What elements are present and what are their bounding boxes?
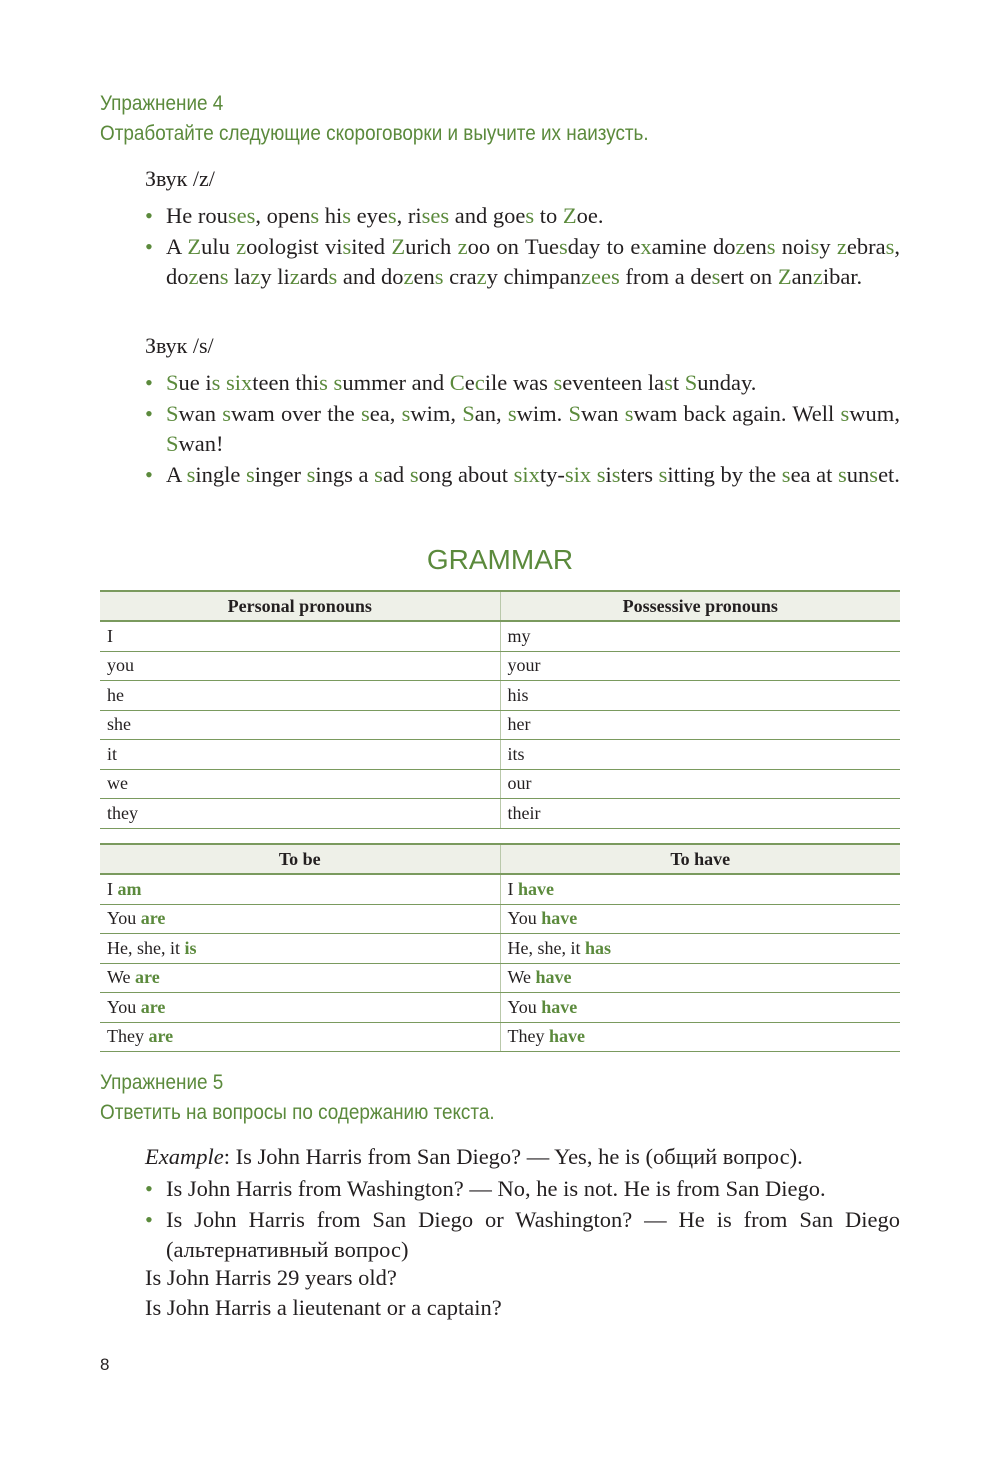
highlighted-sound: s [658,461,668,487]
highlighted-sound: s [525,203,535,228]
highlighted-sound: z [476,264,487,289]
highlighted-sound: s [246,461,255,487]
table-row [100,993,900,1023]
table-cell: we [100,769,500,799]
highlighted-sound: C [449,370,465,395]
question: Is John Harris 29 years old? [145,1265,397,1290]
highlighted-sound: s [596,461,606,487]
highlighted-sound: s [559,233,568,259]
text: ea, [369,400,402,426]
text: He rou [166,203,228,228]
table-row [100,934,900,964]
text: eye [351,203,388,228]
table-row [100,769,900,799]
highlighted-sound: s [333,370,343,395]
verb-form: has [584,937,611,958]
highlighted-sound: s [664,370,673,395]
text: , ri [396,203,422,228]
text: y [819,233,837,259]
highlighted-sound: s [306,461,316,487]
highlighted-sound: Z [391,233,406,259]
verb-form: have [535,967,572,988]
question: Is John Harris a lieutenant or a captain? [145,1295,502,1320]
table-row [100,710,900,740]
table-cell: You have [500,904,900,934]
highlighted-sound: six [564,461,592,487]
verb-form: have [541,996,578,1017]
table-cell: your [500,651,900,681]
highlighted-sound: S [166,431,179,456]
table-row [100,621,900,651]
text: oo on Tue [467,233,560,259]
list-item: • Is John Harris from San Diego or Washington? — He is from San Diego (альтернативный вопрос) [145,1205,900,1266]
highlighted-sound: s [374,461,383,487]
text: eventeen la [562,370,665,395]
example-text: : Is John Harris from San Diego? — Yes, he is (общий вопрос). [223,1144,803,1169]
exercise4-title: Упражнение 4 [100,92,224,115]
highlighted-sound: s [838,461,847,487]
text: cra [443,264,477,289]
highlighted-sound: s [387,203,397,228]
highlighted-sound: s [319,370,328,395]
column-header: Personal pronouns [100,591,500,621]
highlighted-sound: s [810,233,820,259]
text: un [846,461,870,487]
table-row [100,904,900,934]
verb-form: is [184,937,197,958]
text: en [745,233,767,259]
text: e [464,370,475,395]
column-header: To have [500,844,900,874]
highlighted-sound: s [766,233,776,259]
column-header: Possessive pronouns [500,591,900,621]
text: and goe [449,203,526,228]
table-cell: They have [500,1022,900,1052]
highlighted-sound: s [219,264,229,289]
highlighted-sound: s [611,461,621,487]
highlighted-sound: s [222,400,232,426]
highlighted-sound: Z [562,203,577,228]
text: ile was [484,370,554,395]
text: i [605,461,612,487]
text: and do [337,264,404,289]
text: oologist vi [246,233,343,259]
text: urich [405,233,458,259]
highlighted-sound: S [568,400,581,426]
text: y li [260,264,290,289]
text: wum, [849,400,900,426]
highlighted-sound: Z [777,264,792,289]
text: hi [319,203,343,228]
text: t [672,370,685,395]
text: wan! [178,431,224,456]
page-number: 8 [100,1355,110,1374]
text: from a de [619,264,712,289]
text: inger [254,461,307,487]
sound-s-label: Звук /s/ [145,333,214,358]
text: ings a [315,461,375,487]
text: day to e [567,233,641,259]
text: oe. [576,203,604,228]
table-cell: his [500,681,900,711]
table-cell: its [500,740,900,770]
table-row [100,963,900,993]
highlighted-sound: s [401,400,411,426]
verb-form: am [117,878,142,899]
highlighted-sound: s [360,400,370,426]
table-cell: he [100,681,500,711]
example-line [145,1144,803,1170]
highlighted-sound: s [885,233,895,259]
highlighted-sound: s [328,264,338,289]
highlighted-sound: z [457,233,468,259]
verb-form: have [541,908,578,929]
highlighted-sound: s [624,400,634,426]
verb-form: are [148,1026,174,1047]
exercise4-instruction: Отработайте следующие скороговорки и выучите их наизусть. [100,122,649,145]
highlighted-sound: ses [421,203,450,228]
text: y chimpan [486,264,581,289]
text: wan [178,400,223,426]
table-cell: You are [100,993,500,1023]
highlighted-sound: s [342,233,352,259]
column-header: To be [100,844,500,874]
text: ea at [790,461,839,487]
verb-form: are [140,996,166,1017]
list-item [145,399,900,460]
highlighted-sound: z [403,264,414,289]
verb-form: have [548,1026,585,1047]
pronouns-table [100,590,900,829]
highlighted-sound: s [781,461,791,487]
text: ert on [720,264,778,289]
table-cell: I [100,621,500,651]
highlighted-sound: S [462,400,475,426]
highlighted-sound: zees [581,264,620,289]
table-cell: I have [500,874,900,904]
table-cell: my [500,621,900,651]
text: wam over the [231,400,361,426]
exercise5-title: Упражнение 5 [100,1071,224,1094]
list-item [145,201,900,232]
table-cell: they [100,799,500,829]
text: unday. [697,370,757,395]
highlighted-sound: Z [187,233,202,259]
highlighted-sound: S [166,400,179,426]
highlighted-sound: s [186,461,196,487]
exercise5-items [145,1174,900,1266]
highlighted-sound: z [188,264,199,289]
table-row [100,874,900,904]
z-twisters [145,201,900,293]
text: itting by the [667,461,782,487]
text: A [166,233,188,259]
s-twisters [145,368,900,490]
table-cell: it [100,740,500,770]
highlighted-sound: c [474,370,485,395]
text: ty- [539,461,565,487]
grammar-title: GRAMMAR [426,544,574,575]
highlighted-sound: s [711,264,721,289]
highlighted-sound: z [836,233,847,259]
table-row [100,651,900,681]
highlighted-sound: six [226,370,253,395]
text: wam back again. Well [633,400,841,426]
highlighted-sound: s [434,264,444,289]
table-cell: she [100,710,500,740]
table-row [100,1022,900,1052]
table-cell: You are [100,904,500,934]
text: an [791,264,813,289]
text: ulu [201,233,237,259]
table-cell: He, she, it has [500,934,900,964]
text: amine do [651,233,736,259]
highlighted-sound: z [735,233,746,259]
text: wan [580,400,625,426]
text: ters [620,461,659,487]
text: A [166,461,187,487]
text: en [413,264,435,289]
table-cell: We have [500,963,900,993]
text: , open [255,203,311,228]
highlighted-sound: x [640,233,652,259]
table-cell: They are [100,1022,500,1052]
highlighted-sound: s [553,370,563,395]
table-row [100,740,900,770]
text: ibar. [822,264,863,289]
verbs-table [100,843,900,1052]
text: ue i [178,370,212,395]
table-cell: We are [100,963,500,993]
list-item [145,232,900,293]
list-item [145,368,900,399]
text: ong about [418,461,514,487]
exercise5-instruction: Ответить на вопросы по содержанию текста. [100,1101,495,1124]
text: ited [351,233,392,259]
highlighted-sound: s [840,400,850,426]
verb-form: are [135,967,160,988]
highlighted-sound: s [310,203,320,228]
table-cell: her [500,710,900,740]
text: an, [474,400,508,426]
highlighted-sound: ses [227,203,256,228]
verb-form: have [518,878,554,899]
verb-form: are [140,908,166,929]
text: ad [382,461,410,487]
table-row [100,681,900,711]
table-cell: their [500,799,900,829]
text: ummer and [342,370,450,395]
example-label: Example [145,1144,224,1169]
highlighted-sound: S [166,370,179,395]
table-cell: our [500,769,900,799]
sound-z-label: Звук /z/ [145,166,215,191]
text: ard [299,264,329,289]
text: noi [775,233,811,259]
table-cell: He, she, it is [100,934,500,964]
text: la [228,264,251,289]
table-row [100,799,900,829]
text: en [198,264,220,289]
text: teen thi [252,370,320,395]
text: et. [878,461,900,487]
highlighted-sound: S [684,370,698,395]
highlighted-sound: z [812,264,823,289]
highlighted-sound: six [513,461,540,487]
list-item: • Is John Harris from Washington? — No, he is not. He is from San Diego. [145,1174,900,1205]
highlighted-sound: s [211,370,221,395]
text: wim, [410,400,463,426]
highlighted-sound: z [236,233,247,259]
list-item [145,460,900,491]
text: , do [166,233,900,289]
text: to [534,203,563,228]
table-cell: you [100,651,500,681]
highlighted-sound: s [409,461,419,487]
highlighted-sound: s [342,203,352,228]
table-cell: You have [500,993,900,1023]
text: ingle [195,461,247,487]
highlighted-sound: z [289,264,300,289]
table-cell: I am [100,874,500,904]
highlighted-sound: s [869,461,879,487]
highlighted-sound: z [250,264,261,289]
text: ebra [846,233,886,259]
highlighted-sound: s [507,400,517,426]
text: wim. [516,400,569,426]
